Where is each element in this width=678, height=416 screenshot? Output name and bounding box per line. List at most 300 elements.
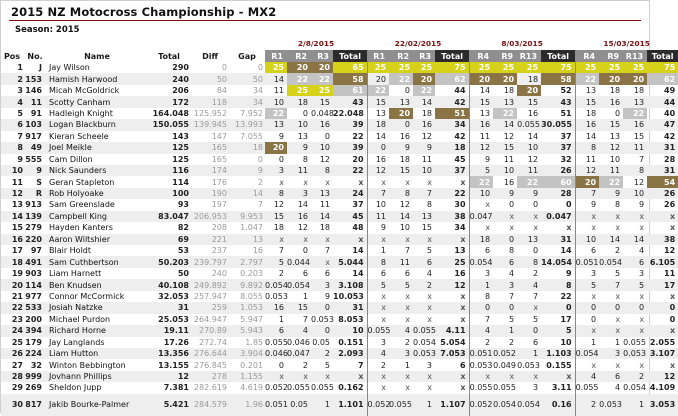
cell-e4-total: 28 xyxy=(664,154,676,164)
cell-e4-total: x xyxy=(669,291,676,301)
cell-position: 26 xyxy=(11,349,23,359)
cell-e2-r1: 5 xyxy=(367,279,389,290)
event-date-band xyxy=(1,38,678,50)
cell-rider-name: Jay Langlands xyxy=(49,337,105,347)
cell-e1-r3: 9 xyxy=(324,291,330,301)
cell-e3-r2: 0.052 xyxy=(493,349,516,359)
table-row[interactable] xyxy=(1,291,678,302)
cell-e2-r1: 7 xyxy=(367,188,389,199)
cell-e4-r3: 4 xyxy=(639,246,645,256)
cell-e4-r3: 11 xyxy=(633,143,645,153)
cell-position: 30 xyxy=(11,400,23,410)
cell-e4-r2: x xyxy=(615,326,621,336)
cell-e3-r1: 10 xyxy=(469,188,493,199)
cell-e3-total: 52 xyxy=(560,86,572,96)
cell-gap: 0 xyxy=(257,63,263,73)
cell-e2-r2: 13 xyxy=(399,97,411,107)
cell-e3-total: 51 xyxy=(560,108,572,118)
table-row[interactable] xyxy=(1,268,678,279)
cell-e2-total: 18 xyxy=(454,143,466,153)
cell-e1-total: x xyxy=(358,372,364,382)
cell-diff: 165 xyxy=(211,154,227,164)
cell-gap: 9.953 xyxy=(240,211,263,221)
header-e1-r3[interactable]: R3 xyxy=(311,50,333,62)
header-e4-r1[interactable]: R4 xyxy=(575,50,599,62)
cell-e1-total: 37 xyxy=(352,200,364,210)
cell-e3-r2: 18 xyxy=(503,86,515,96)
cell-e2-total: 51 xyxy=(435,108,469,119)
cell-e3-r2: 20 xyxy=(493,73,517,84)
cell-e2-r1: x xyxy=(367,382,389,393)
cell-e2-r2: 12 xyxy=(399,200,411,210)
cell-total: 25.053 xyxy=(158,314,189,324)
cell-e3-total: 5 xyxy=(566,326,572,336)
cell-e3-total: 10 xyxy=(560,337,572,347)
cell-e3-r1: 0.051 xyxy=(469,349,493,359)
cell-diff: 165 xyxy=(211,143,227,153)
cell-e2-r2: 18 xyxy=(399,154,411,164)
header-e2-total[interactable]: Total xyxy=(435,50,469,62)
cell-e4-r3: 14 xyxy=(633,234,645,244)
cell-e1-r3: x xyxy=(325,372,330,382)
cell-e2-total: 6 xyxy=(459,360,466,370)
cell-position: 13 xyxy=(11,200,23,210)
cell-total: 164.048 xyxy=(152,108,189,118)
cell-e2-total: 22 xyxy=(454,189,466,199)
table-row[interactable] xyxy=(1,62,678,73)
cell-e1-r2: 9 xyxy=(302,143,308,153)
cell-e2-total: x xyxy=(460,314,466,324)
cell-e1-r3: 2 xyxy=(324,349,330,359)
cell-e1-r3: 0.055 xyxy=(311,383,334,393)
cell-gap: 1.155 xyxy=(240,372,263,382)
table-row[interactable] xyxy=(1,131,678,142)
cell-number: 533 xyxy=(25,303,42,313)
table-row[interactable] xyxy=(1,85,678,96)
cell-e3-r1: 7 xyxy=(469,314,493,325)
cell-e1-total: x xyxy=(358,177,364,187)
cell-position: 14 xyxy=(11,211,23,221)
cell-e3-r2: 25 xyxy=(493,62,517,73)
header-e2-r1[interactable]: R1 xyxy=(367,50,389,62)
cell-e2-r1: 3 xyxy=(367,337,389,348)
cell-e3-total: x xyxy=(566,372,572,382)
cell-e4-r1: 22 xyxy=(575,73,599,84)
cell-e4-total: x xyxy=(669,223,676,233)
title-block xyxy=(1,1,649,19)
cell-e3-total: 43 xyxy=(560,97,572,107)
cell-e3-total: x xyxy=(566,223,572,233)
cell-e3-r2: 5 xyxy=(508,314,515,324)
cell-e1-r1: x xyxy=(279,177,284,187)
cell-rider-name: Hadleigh Knight xyxy=(49,108,113,118)
header-e1-r2[interactable]: R2 xyxy=(287,50,311,62)
cell-rider-name: Logan Blackburn xyxy=(49,120,116,130)
table-row[interactable] xyxy=(1,96,678,107)
cell-e3-r3: x xyxy=(533,372,539,382)
cell-e4-total: 31 xyxy=(664,166,676,176)
cell-number: R xyxy=(35,189,42,199)
table-row[interactable] xyxy=(1,199,678,210)
cell-e1-r2: x xyxy=(303,372,308,382)
cell-diff: 272.74 xyxy=(199,337,227,347)
cell-e2-r3: x xyxy=(427,303,433,313)
cell-e2-r1: 15 xyxy=(367,96,389,107)
cell-e2-r3: x xyxy=(427,291,433,301)
cell-e3-r1: 6 xyxy=(469,245,493,256)
cell-rider-name: Geran Stapleton xyxy=(49,177,115,187)
cell-e1-total: 10 xyxy=(352,326,364,336)
cell-e3-total: 31 xyxy=(560,234,572,244)
cell-e3-r3: 18 xyxy=(527,74,539,84)
cell-e3-r1: 4 xyxy=(469,325,493,336)
cell-diff: 284.579 xyxy=(193,400,227,410)
cell-e2-r2: 8 xyxy=(404,189,411,199)
cell-e1-r2: 0.055 xyxy=(287,383,310,393)
cell-gap: 13.993 xyxy=(235,120,263,130)
cell-diff: 239.797 xyxy=(193,257,227,267)
cell-e1-r3: 0 xyxy=(324,326,330,336)
cell-e1-total: 10.053 xyxy=(333,291,364,301)
cell-e2-r1: x xyxy=(367,371,389,382)
cell-diff: 50 xyxy=(216,74,227,84)
cell-e2-r2: x xyxy=(405,383,411,393)
cell-e1-r2: 16 xyxy=(297,211,308,221)
cell-total: 172 xyxy=(172,97,189,107)
table-row[interactable] xyxy=(1,245,678,256)
cell-e4-r3: 16 xyxy=(633,120,645,130)
cell-e4-r2: 0 xyxy=(615,108,621,118)
cell-e1-r1: 13 xyxy=(273,120,284,130)
header-no[interactable]: No. xyxy=(27,51,43,61)
cell-e1-total: 2.093 xyxy=(338,349,364,359)
cell-total: 69 xyxy=(177,234,189,244)
cell-e2-r1: 20 xyxy=(367,73,389,84)
cell-e1-r1: 18 xyxy=(273,223,284,233)
cell-e2-r2: 7 xyxy=(404,246,411,256)
table-row[interactable] xyxy=(1,348,678,359)
cell-e1-r3: 18 xyxy=(319,223,330,233)
cell-e2-total: 42 xyxy=(454,97,466,107)
header-e1-r1[interactable]: R1 xyxy=(265,50,287,62)
cell-e1-total: 8.053 xyxy=(338,314,364,324)
header-name[interactable]: Name xyxy=(84,51,110,61)
cell-e2-total: 34 xyxy=(454,120,466,130)
cell-e2-total: 16 xyxy=(454,269,466,279)
cell-e1-r2: 0.044 xyxy=(287,257,310,267)
cell-diff: 197 xyxy=(211,200,227,210)
cell-e1-r3: 5 xyxy=(324,360,330,370)
cell-e1-total: 22 xyxy=(352,166,364,176)
header-e3-r3[interactable]: R13 xyxy=(517,50,541,62)
cell-gap: 3.904 xyxy=(240,349,263,359)
cell-e3-r1: 14 xyxy=(469,85,493,96)
table-row[interactable] xyxy=(1,256,678,267)
cell-e4-r3: 0.053 xyxy=(623,349,646,359)
cell-diff: 118 xyxy=(211,97,227,107)
cell-e3-r3: 13 xyxy=(527,234,539,244)
cell-e3-r3: 3 xyxy=(532,383,539,393)
cell-e1-r1: 15 xyxy=(273,211,284,221)
cell-e3-total: 17 xyxy=(560,314,572,324)
cell-e4-r1: 7 xyxy=(575,188,599,199)
cell-e3-r1: 22 xyxy=(469,176,493,187)
cell-number: 146 xyxy=(25,86,42,96)
cell-e3-r1: 0.047 xyxy=(469,211,493,221)
header-e2-r2[interactable]: R2 xyxy=(389,50,413,62)
table-row[interactable] xyxy=(1,314,678,325)
cell-e4-total: 42 xyxy=(664,131,676,141)
cell-e2-r2: 10 xyxy=(399,223,411,233)
cell-e1-total: 58 xyxy=(333,73,367,84)
header-gap[interactable]: Gap xyxy=(238,51,256,61)
header-total[interactable]: Total xyxy=(158,51,180,61)
cell-rider-name: Jay Wilson xyxy=(49,63,90,73)
cell-number: 139 xyxy=(25,211,42,221)
header-e4-total[interactable]: Total xyxy=(647,50,678,62)
header-e3-r2[interactable]: R9 xyxy=(493,50,517,62)
cell-e3-total: 0.047 xyxy=(546,211,572,221)
cell-e2-r1: 9 xyxy=(367,222,389,233)
cell-e2-r3: 16 xyxy=(421,120,433,130)
cell-e1-r1: 0.052 xyxy=(265,383,288,393)
cell-e1-r2: 4 xyxy=(302,326,308,336)
cell-diff: 125.952 xyxy=(193,108,227,118)
cell-total: 240 xyxy=(172,74,189,84)
cell-number: 491 xyxy=(25,257,42,267)
cell-gap: 0.203 xyxy=(240,269,263,279)
cell-e2-r1: x xyxy=(367,302,389,313)
cell-e3-r3: 0.053 xyxy=(517,360,540,370)
cell-e2-total: 42 xyxy=(454,131,466,141)
cell-position: 12 xyxy=(11,189,23,199)
table-row[interactable] xyxy=(1,211,678,222)
cell-e1-total: 43 xyxy=(352,97,364,107)
table-row[interactable] xyxy=(1,222,678,233)
cell-rider-name: Blair Holdt xyxy=(49,246,92,256)
cell-e3-r2: 4 xyxy=(508,269,515,279)
cell-e3-r1: 5 xyxy=(469,165,493,176)
cell-gap: 0.201 xyxy=(240,360,263,370)
cell-e4-r3: 10 xyxy=(633,189,645,199)
cell-e1-r3: x xyxy=(325,234,330,244)
header-diff[interactable]: Diff xyxy=(202,51,218,61)
cell-e3-r2: 15 xyxy=(503,143,515,153)
header-e3-r1[interactable]: R4 xyxy=(469,50,493,62)
cell-diff: 208 xyxy=(211,223,227,233)
table-row[interactable] xyxy=(1,119,678,130)
event-date-2: 22/02/2015 xyxy=(394,39,442,48)
cell-e2-total: 7.053 xyxy=(440,349,466,359)
cell-e4-r2: x xyxy=(615,314,621,324)
table-row[interactable] xyxy=(1,325,678,336)
table-row[interactable] xyxy=(1,176,678,187)
cell-e1-r1: 0.053 xyxy=(265,291,288,301)
cell-e1-r2: 22 xyxy=(287,73,311,84)
cell-number: 269 xyxy=(25,383,42,393)
cell-e3-r3: 16 xyxy=(527,108,539,118)
table-row[interactable] xyxy=(1,359,678,370)
cell-e1-r3: 1 xyxy=(324,400,330,410)
table-row[interactable] xyxy=(1,234,678,245)
cell-position: 27 xyxy=(11,360,23,370)
cell-e1-r1: 0.051 xyxy=(265,400,288,410)
cell-e4-total: 75 xyxy=(647,62,678,73)
cell-e1-r2: 12 xyxy=(297,223,308,233)
table-row[interactable] xyxy=(1,382,678,393)
table-row[interactable] xyxy=(1,371,678,382)
season-label: Season: 2015 xyxy=(15,25,80,35)
table-head xyxy=(1,38,678,62)
cell-e4-total: 3.107 xyxy=(649,349,676,359)
cell-e2-total: 75 xyxy=(435,62,469,73)
cell-e1-r3: 7 xyxy=(324,246,330,256)
cell-position: 4 xyxy=(17,97,23,107)
cell-e1-r2: x xyxy=(303,234,308,244)
cell-e4-r1: 13 xyxy=(575,85,599,96)
cell-e4-r2: x xyxy=(615,223,621,233)
table-row[interactable] xyxy=(1,337,678,348)
cell-e2-r2: 6 xyxy=(404,269,411,279)
table-row[interactable] xyxy=(1,188,678,199)
cell-e4-r2: 9 xyxy=(615,189,621,199)
cell-e1-r2: 0.054 xyxy=(287,280,310,290)
cell-e3-r2: 14 xyxy=(503,120,515,130)
cell-diff: 270.89 xyxy=(199,326,227,336)
cell-e3-r3: 0 xyxy=(532,326,539,336)
cell-total: 13.356 xyxy=(158,349,189,359)
cell-e2-total: 13 xyxy=(454,246,466,256)
cell-e3-r1: 25 xyxy=(469,62,493,73)
cell-total: 290 xyxy=(172,63,189,73)
cell-e4-r3: 9 xyxy=(639,200,645,210)
cell-rider-name: Sam Cuthbertson xyxy=(49,257,119,267)
table-row[interactable] xyxy=(1,108,678,119)
cell-e3-r2: 3 xyxy=(508,280,515,290)
cell-e1-r1: 16 xyxy=(273,303,284,313)
header-e4-r3[interactable]: R13 xyxy=(623,50,647,62)
cell-gap: 1.053 xyxy=(240,303,263,313)
cell-gap: 4.619 xyxy=(240,383,263,393)
cell-e4-total: 44 xyxy=(664,97,676,107)
cell-rider-name: Aaron Wiltshier xyxy=(49,234,110,244)
table-row[interactable] xyxy=(1,142,678,153)
cell-e2-total: 5.054 xyxy=(440,337,466,347)
cell-e1-r2: 3 xyxy=(302,189,308,199)
cell-e2-r2: 2 xyxy=(404,337,411,347)
table-row[interactable] xyxy=(1,73,678,84)
cell-e4-r1: 5 xyxy=(575,279,599,290)
cell-e3-total: 28 xyxy=(560,189,572,199)
cell-e3-r3: 12 xyxy=(527,154,539,164)
cell-e3-r1: 3 xyxy=(469,268,493,279)
cell-e2-r3: x xyxy=(427,314,433,324)
cell-e2-r2: 9 xyxy=(404,143,411,153)
cell-e3-total: 3.11 xyxy=(551,383,572,393)
cell-e4-r1: 4 xyxy=(575,371,599,382)
cell-e4-r2: 0 xyxy=(615,303,621,313)
cell-total: 114 xyxy=(172,177,189,187)
cell-gap: 50 xyxy=(252,74,263,84)
table-row[interactable] xyxy=(1,302,678,313)
header-e3-total[interactable]: Total xyxy=(541,50,575,62)
cell-e2-r2: x xyxy=(405,314,411,324)
cell-e2-r1: 14 xyxy=(367,131,389,142)
cell-e1-r1: 5 xyxy=(278,257,284,267)
cell-e1-r1: 3 xyxy=(278,166,284,176)
cell-e3-r1: 0 xyxy=(469,302,493,313)
cell-e4-total: 31 xyxy=(664,143,676,153)
cell-e2-r1: 0.055 xyxy=(367,326,391,336)
cell-e2-r1: 0.052 xyxy=(367,394,389,416)
cell-e2-total: 37 xyxy=(454,166,466,176)
cell-e4-r2: 20 xyxy=(599,73,623,84)
cell-e1-r3: 14 xyxy=(319,211,330,221)
cell-e2-r1: 12 xyxy=(367,165,389,176)
cell-e3-r3: x xyxy=(533,303,539,313)
standings-table xyxy=(1,38,678,416)
cell-e2-r2: 11 xyxy=(399,257,411,267)
table-row[interactable] xyxy=(1,394,678,416)
cell-e4-r1: 15 xyxy=(575,96,599,107)
cell-e4-total: x xyxy=(669,211,676,221)
cell-e4-total: 12 xyxy=(664,246,676,256)
cell-e4-total: 54 xyxy=(647,176,678,187)
cell-total: 125 xyxy=(172,154,189,164)
cell-e3-r1: x xyxy=(469,371,493,382)
table-row[interactable] xyxy=(1,279,678,290)
cell-e2-r2: 15 xyxy=(399,166,411,176)
cell-e1-total: 22.048 xyxy=(333,108,364,118)
cell-rider-name: Ben Knudsen xyxy=(49,280,102,290)
cell-e4-r2: 14 xyxy=(609,234,621,244)
cell-number: 999 xyxy=(25,372,42,382)
cell-e4-r3: 3 xyxy=(639,269,645,279)
table-row[interactable] xyxy=(1,154,678,165)
cell-e2-total: 34 xyxy=(454,223,466,233)
cell-e4-r1: x xyxy=(575,325,599,336)
cell-e1-total: 14 xyxy=(352,269,364,279)
cell-e2-r2: 1 xyxy=(404,360,411,370)
cell-e4-r1: 10 xyxy=(575,234,599,245)
cell-e4-r1: 6 xyxy=(575,245,599,256)
cell-e2-r1: x xyxy=(367,291,389,302)
cell-e3-r3: 10 xyxy=(527,143,539,153)
cell-e3-r2: 0 xyxy=(508,303,515,313)
header-pos[interactable]: Pos xyxy=(3,51,21,61)
cell-e1-r3: 0 xyxy=(324,303,330,313)
header-e2-r3[interactable]: R3 xyxy=(413,50,435,62)
cell-gap: 16 xyxy=(252,246,263,256)
cell-number: 977 xyxy=(25,291,42,301)
cell-diff: 174 xyxy=(211,166,227,176)
cell-position: 24 xyxy=(11,326,23,336)
cell-e4-r1: 11 xyxy=(575,154,599,165)
cell-rider-name: Campbell King xyxy=(49,211,107,221)
cell-e3-r3: 25 xyxy=(517,62,541,73)
cell-e2-r3: 3 xyxy=(426,360,433,370)
cell-e2-r2: x xyxy=(405,234,411,244)
cell-e3-r3: 0.055 xyxy=(517,120,540,130)
header-e1-total[interactable]: Total xyxy=(333,50,367,62)
cell-total: 40.108 xyxy=(158,280,189,290)
table-row[interactable] xyxy=(1,165,678,176)
cell-number: 917 xyxy=(25,131,42,141)
header-e4-r2[interactable]: R9 xyxy=(599,50,623,62)
cell-e1-r3: x xyxy=(325,257,330,267)
cell-e2-r1: 16 xyxy=(367,154,389,165)
cell-e3-r1: 15 xyxy=(469,96,493,107)
